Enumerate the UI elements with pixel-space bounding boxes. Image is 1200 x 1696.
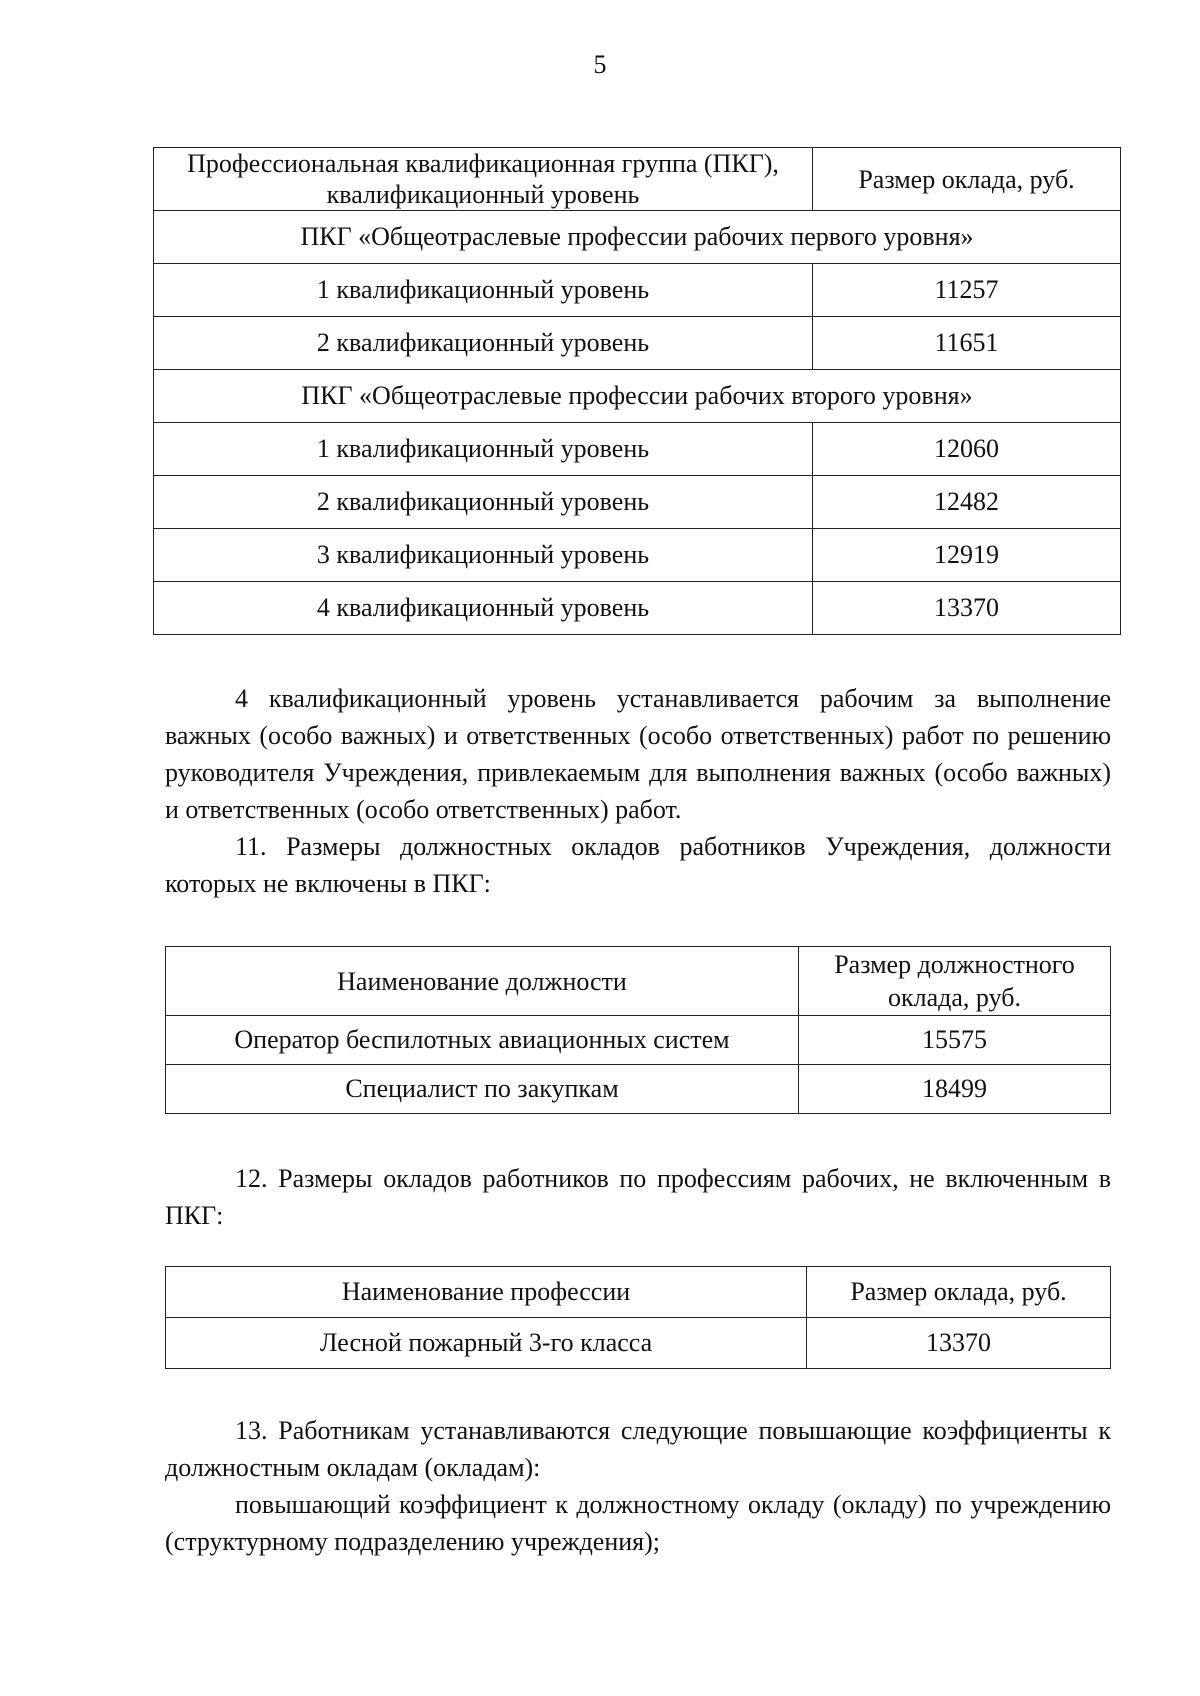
salary-cell: 12482: [813, 476, 1121, 529]
position-cell: Специалист по закупкам: [166, 1065, 799, 1114]
header-salary: Размер оклада, руб.: [807, 1267, 1111, 1318]
header-profession: Наименование профессии: [166, 1267, 807, 1318]
pkg-salary-table: [153, 147, 1121, 635]
level-cell: 1 квалификационный уровень: [154, 423, 813, 476]
table-row: [154, 476, 1121, 529]
paragraph-level4: 4 квалификационный уровень устанавливается рабочим за выполнение важных (особо важных) и ответственных (особо ответственных) работ по решению руководителя Учреждения, привлекаемым для выполнения важных (особо важных) и ответственных (особо ответственных) работ.: [165, 684, 1111, 824]
salary-cell: 18499: [799, 1065, 1111, 1114]
salary-cell: 13370: [807, 1318, 1111, 1369]
table-row: [166, 1065, 1111, 1114]
position-cell: Оператор беспилотных авиационных систем: [166, 1016, 799, 1065]
group-title-row: [154, 211, 1121, 264]
header-salary: Размер оклада, руб.: [813, 148, 1121, 211]
level-cell: 2 квалификационный уровень: [154, 317, 813, 370]
table-row: [154, 264, 1121, 317]
table-row: [154, 582, 1121, 635]
salary-cell: 12060: [813, 423, 1121, 476]
professions-salary-table: [165, 1266, 1111, 1369]
paragraph-13a: повышающий коэффициент к должностному окладу (окладу) по учреждению (структурному подразделению учреждения);: [165, 1490, 1111, 1556]
table-row: [154, 423, 1121, 476]
page-number: 5: [593, 50, 607, 79]
group-title: ПКГ «Общеотраслевые профессии рабочих первого уровня»: [154, 211, 1121, 264]
salary-cell: 12919: [813, 529, 1121, 582]
header-salary: Размер должностного оклада, руб.: [799, 947, 1111, 1016]
salary-cell: 15575: [799, 1016, 1111, 1065]
paragraph-12: 12. Размеры окладов работников по профессиям рабочих, не включенным в ПКГ:: [165, 1164, 1111, 1230]
table-row: [154, 317, 1121, 370]
paragraph-11: 11. Размеры должностных окладов работников Учреждения, должности которых не включены в ПКГ:: [165, 832, 1111, 898]
table-row: [166, 1318, 1111, 1369]
group-title: ПКГ «Общеотраслевые профессии рабочих второго уровня»: [154, 370, 1121, 423]
level-cell: 1 квалификационный уровень: [154, 264, 813, 317]
header-group-level: Профессиональная квалификационная группа (ПКГ), квалификационный уровень: [154, 148, 813, 211]
table-header-row: [166, 1267, 1111, 1318]
table-header-row: [166, 947, 1111, 1016]
table-row: [166, 1016, 1111, 1065]
header-position: Наименование должности: [166, 947, 799, 1016]
salary-cell: 13370: [813, 582, 1121, 635]
group-title-row: [154, 370, 1121, 423]
positions-salary-table: [165, 946, 1111, 1114]
level-cell: 2 квалификационный уровень: [154, 476, 813, 529]
salary-cell: 11257: [813, 264, 1121, 317]
paragraph-13: 13. Работникам устанавливаются следующие повышающие коэффициенты к должностным окладам (окладам):: [165, 1416, 1111, 1482]
salary-cell: 11651: [813, 317, 1121, 370]
table-header-row: [154, 148, 1121, 211]
level-cell: 3 квалификационный уровень: [154, 529, 813, 582]
profession-cell: Лесной пожарный 3-го класса: [166, 1318, 807, 1369]
level-cell: 4 квалификационный уровень: [154, 582, 813, 635]
table-row: [154, 529, 1121, 582]
